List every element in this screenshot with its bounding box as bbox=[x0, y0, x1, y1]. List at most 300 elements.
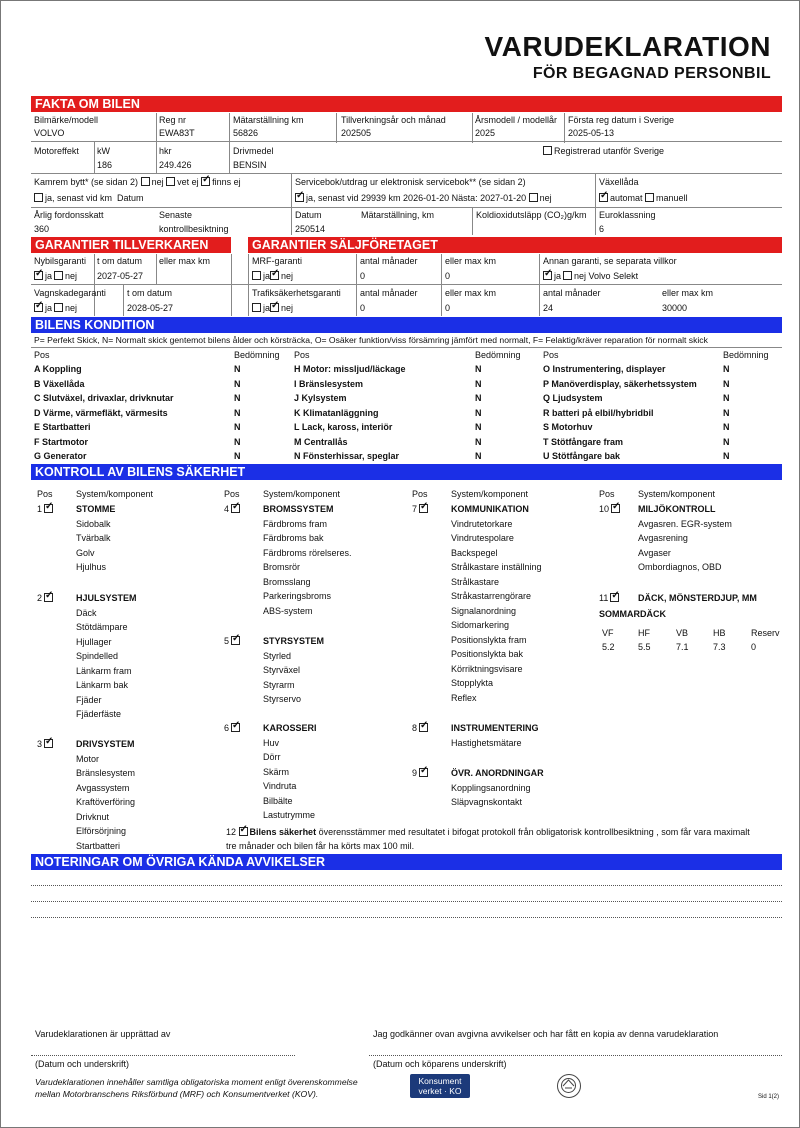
datum2-label: Datum bbox=[295, 210, 322, 220]
kamrem-ja-checkbox[interactable] bbox=[34, 193, 43, 202]
safety-group-num: 8 bbox=[412, 723, 418, 733]
group-12-num: 12 bbox=[226, 827, 237, 837]
safety-item: Hjulhus bbox=[76, 562, 107, 572]
manuell-checkbox[interactable] bbox=[645, 193, 654, 202]
tire-value: 5.2 bbox=[602, 642, 615, 652]
safety-item: Stopplykta bbox=[451, 678, 494, 688]
trafik-janej bbox=[252, 303, 293, 313]
kondition-rating[interactable]: N bbox=[234, 378, 241, 389]
kw-value: 186 bbox=[97, 160, 113, 170]
kondition-rating[interactable]: N bbox=[234, 407, 241, 418]
kondition-item: L Lack, kaross, interiör bbox=[294, 422, 393, 432]
vagn-tom-label: t om datum bbox=[127, 288, 173, 298]
group-12-text2: tre månader och bilen får ha körts max 100 mil. bbox=[226, 841, 415, 851]
automat-checkbox[interactable] bbox=[599, 193, 608, 202]
safety-item: Körriktningsvisare bbox=[451, 663, 523, 674]
forsta-value: 2025-05-13 bbox=[568, 128, 615, 138]
safety-group-checkbox[interactable] bbox=[419, 768, 428, 777]
kamrem-finnsej-checkbox[interactable] bbox=[201, 177, 210, 186]
servicebok-label: Servicebok/utdrag ur elektronisk servicebok** (se sidan 2) bbox=[295, 177, 526, 187]
kamrem-row bbox=[34, 177, 241, 187]
kondition-item: N Fönsterhissar, speglar bbox=[294, 451, 400, 461]
vagn-ja-checkbox[interactable] bbox=[34, 303, 43, 312]
arsmodell-label: Årsmodell / modellår bbox=[475, 115, 558, 125]
kondition-rating[interactable]: N bbox=[723, 436, 730, 447]
vagn-ja: ja bbox=[45, 303, 53, 313]
safety-item: Backspegel bbox=[451, 547, 498, 558]
kondition-rating[interactable]: N bbox=[723, 393, 730, 403]
servicebok-nej: nej bbox=[539, 193, 552, 203]
reg-utanfor-checkbox[interactable] bbox=[543, 146, 552, 155]
safety-item: ABS-system bbox=[263, 605, 313, 616]
group-12-checkbox[interactable] bbox=[239, 827, 248, 836]
motor-label: Motoreffekt bbox=[34, 146, 79, 156]
euro-label: Euroklassning bbox=[599, 210, 656, 220]
safety-group-checkbox[interactable] bbox=[419, 723, 428, 732]
kw-label: kW bbox=[97, 146, 110, 156]
co2-label: Koldioxidutsläpp (CO₂)g/km bbox=[476, 210, 587, 220]
safety-item: Lastutrymme bbox=[263, 810, 316, 820]
tire-value: 5.5 bbox=[638, 642, 651, 652]
kondition-item: D Värme, värmefläkt, värmesits bbox=[34, 407, 168, 418]
vaxellada-row bbox=[599, 193, 688, 203]
safety-group-num: 6 bbox=[224, 723, 230, 733]
group-12-bold: Bilens säkerhet bbox=[249, 827, 317, 837]
kondition-rating[interactable]: N bbox=[723, 451, 730, 461]
mrf-ja: ja bbox=[263, 271, 271, 281]
safety-group-checkbox[interactable] bbox=[44, 739, 53, 748]
safety-item: Ombordiagnos, OBD bbox=[638, 562, 722, 572]
kondition-item: T Stötfångare fram bbox=[543, 436, 624, 447]
kondition-rating[interactable]: N bbox=[234, 364, 241, 374]
kondition-item: G Generator bbox=[34, 451, 87, 461]
safety-item: Fjäder bbox=[76, 694, 102, 705]
mrf-nej: nej bbox=[281, 271, 294, 281]
disclaimer-line-2: mellan Motorbranschens Riksförbund (MRF) och Konsumentverket (KOV). bbox=[35, 1089, 319, 1099]
safety-item: Avgasren. EGR-system bbox=[638, 518, 732, 529]
kond-pos-2: Pos bbox=[294, 350, 310, 360]
safety-item: Länkarm fram bbox=[76, 665, 132, 676]
safety-group-title: DRIVSYSTEM bbox=[76, 739, 135, 749]
nybil-ja: ja bbox=[45, 271, 53, 281]
euro-value: 6 bbox=[599, 224, 605, 234]
tillv-value: 202505 bbox=[341, 128, 372, 138]
bilmarke-value: VOLVO bbox=[34, 128, 65, 138]
safety-group-title: KOMMUNIKATION bbox=[451, 504, 529, 514]
kondition-rating[interactable]: N bbox=[234, 436, 241, 447]
nybil-max-label: eller max km bbox=[159, 256, 211, 266]
safety-group-num: 1 bbox=[37, 504, 43, 514]
mrf-man: 0 bbox=[360, 271, 366, 281]
safety-group-checkbox[interactable] bbox=[231, 504, 240, 513]
datum2-value: 250514 bbox=[295, 224, 326, 234]
safety-item: Skärm bbox=[263, 766, 290, 777]
kondition-item: E Startbatteri bbox=[34, 422, 91, 432]
safety-item: Styrled bbox=[263, 650, 292, 661]
tire-header: HB bbox=[713, 628, 726, 638]
safety-group-header bbox=[599, 504, 622, 514]
safety-group-title: KAROSSERI bbox=[263, 723, 317, 733]
safety-item: Vindruta bbox=[263, 781, 297, 791]
trafik-ja-checkbox[interactable] bbox=[252, 303, 261, 312]
servicebok-value: ja, senast vid 29939 km 2026-01-20 Nästa: 2027-01-20 bbox=[306, 193, 527, 203]
annan-row bbox=[543, 271, 638, 281]
nybil-janej bbox=[34, 271, 77, 281]
sak-sys-2: System/komponent bbox=[263, 489, 341, 499]
trafik-km: 0 bbox=[445, 303, 451, 313]
safety-group-header bbox=[37, 504, 55, 514]
kondition-rating[interactable]: N bbox=[475, 407, 482, 418]
page-title: VARUDEKLARATION bbox=[484, 31, 771, 62]
annan-max-label: eller max km bbox=[662, 288, 714, 298]
reg-utanfor[interactable] bbox=[543, 146, 664, 156]
safety-item: Länkarm bak bbox=[76, 680, 129, 690]
safety-group-num: 3 bbox=[37, 739, 43, 749]
safety-group-title: INSTRUMENTERING bbox=[451, 723, 539, 733]
safety-item: Stötdämpare bbox=[76, 622, 128, 632]
safety-item: Vindrutetorkare bbox=[451, 518, 513, 529]
page-number: Sid 1(2) bbox=[758, 1094, 780, 1100]
annan-ja-checkbox[interactable] bbox=[543, 271, 552, 280]
kamrem-datum-label: Datum bbox=[117, 193, 144, 203]
kondition-rating[interactable]: N bbox=[475, 451, 482, 461]
senaste-label: Senaste bbox=[159, 210, 193, 220]
bilmarke-label: Bilmärke/modell bbox=[34, 115, 99, 125]
kondition-item: U Stötfångare bak bbox=[543, 451, 621, 461]
safety-item: Bromsslang bbox=[263, 576, 311, 587]
datum-underskrift: (Datum och underskrift) bbox=[35, 1059, 130, 1069]
garanti-salj-heading: GARANTIER SÄLJFÖRETAGET bbox=[248, 237, 782, 253]
vagn-nej-checkbox[interactable] bbox=[54, 303, 63, 312]
noteringar-heading: NOTERINGAR OM ÖVRIGA KÄNDA AVVIKELSER bbox=[31, 854, 782, 870]
nybil-nej: nej bbox=[65, 271, 78, 281]
safety-item: Bilbälte bbox=[263, 795, 293, 806]
tire-header: VF bbox=[602, 628, 614, 638]
kondition-rating[interactable]: N bbox=[475, 364, 482, 374]
safety-item: Färdbroms rörelseres. bbox=[263, 547, 352, 558]
buyer-signature-line[interactable] bbox=[369, 1055, 782, 1056]
note-line-3[interactable] bbox=[31, 917, 782, 918]
safety-group-num: 10 bbox=[599, 504, 610, 514]
kondition-rating[interactable]: N bbox=[475, 393, 482, 403]
kondition-item: C Slutväxel, drivaxlar, drivknutar bbox=[34, 393, 174, 403]
kondition-rating[interactable]: N bbox=[234, 393, 241, 403]
safety-item: Spindelled bbox=[76, 651, 119, 661]
sak-pos-4: Pos bbox=[599, 489, 615, 499]
sak-pos-3: Pos bbox=[412, 489, 428, 499]
konsumentverket-logo bbox=[410, 1074, 470, 1098]
kondition-item: K Klimatanläggning bbox=[294, 407, 379, 418]
safety-item: Hjullager bbox=[76, 636, 112, 647]
safety-item: Startbatteri bbox=[76, 840, 121, 851]
kondition-item: Q Ljudsystem bbox=[543, 393, 603, 403]
kondition-item: I Bränslesystem bbox=[294, 378, 364, 389]
vagn-date: 2028-05-27 bbox=[127, 303, 174, 313]
kondition-item: R batteri på elbil/hybridbil bbox=[543, 407, 654, 418]
safety-group-checkbox[interactable] bbox=[44, 504, 53, 513]
trafik-nej-checkbox[interactable] bbox=[270, 303, 279, 312]
tire-value: 0 bbox=[751, 642, 757, 652]
kondition-rating[interactable]: N bbox=[723, 378, 730, 389]
regnr-label: Reg nr bbox=[159, 115, 187, 125]
vagn-janej bbox=[34, 303, 77, 313]
kondition-item: H Motor: missljud/läckage bbox=[294, 364, 406, 374]
kondition-item: M Centrallås bbox=[294, 436, 348, 447]
safety-group-title: MILJÖKONTROLL bbox=[638, 504, 716, 514]
skatt-label: Årlig fordonsskatt bbox=[34, 210, 104, 220]
kamrem-vetej-checkbox[interactable] bbox=[166, 177, 175, 186]
annan-km: 30000 bbox=[662, 303, 688, 313]
safety-item: Fjäderfäste bbox=[76, 709, 122, 719]
sommardack-label: SOMMARDÄCK bbox=[599, 609, 666, 619]
mrf-janej bbox=[252, 271, 293, 281]
safety-group-num: 5 bbox=[224, 636, 230, 646]
safety-item: Reflex bbox=[451, 692, 477, 703]
safety-group-header bbox=[224, 723, 242, 733]
nybil-tom-label: t om datum bbox=[97, 256, 143, 266]
annan-antal-label: antal månader bbox=[543, 288, 601, 298]
sak-pos-1: Pos bbox=[37, 489, 53, 499]
safety-item: Strålkastare bbox=[451, 576, 500, 587]
trafik-nej: nej bbox=[281, 303, 294, 313]
safety-item: Hastighetsmätare bbox=[451, 737, 522, 748]
note-line-2[interactable] bbox=[31, 901, 782, 902]
tillv-label: Tillverkningsår och månad bbox=[341, 115, 446, 125]
kamrem-ja-label: ja, senast vid km bbox=[45, 193, 113, 203]
safety-group-checkbox[interactable] bbox=[419, 504, 428, 513]
safety-group-num: 4 bbox=[224, 504, 230, 514]
matar-value: 56826 bbox=[233, 128, 259, 138]
annan-nej: nej bbox=[574, 271, 587, 281]
safety-item: Vindrutespolare bbox=[451, 533, 514, 543]
kamrem-finnsej: finns ej bbox=[212, 177, 241, 187]
garanti-till-heading: GARANTIER TILLVERKAREN bbox=[31, 237, 231, 253]
annan-man: 24 bbox=[543, 303, 554, 313]
nybil-nej-checkbox[interactable] bbox=[54, 271, 63, 280]
safety-group-header bbox=[37, 739, 55, 749]
safety-item: Bromsrör bbox=[263, 562, 301, 572]
vaxellada-label: Växellåda bbox=[599, 177, 639, 187]
safety-item: Färdbroms fram bbox=[263, 518, 328, 529]
kamrem-label: Kamrem bytt* (se sidan 2) bbox=[34, 177, 139, 187]
kamrem-nej: nej bbox=[151, 177, 164, 187]
servicebok-row bbox=[295, 193, 552, 203]
mrf-label: MRF-garanti bbox=[252, 256, 303, 266]
group-12-row bbox=[226, 827, 750, 837]
safety-item: Färdbroms bak bbox=[263, 533, 324, 543]
annan-ja: ja bbox=[554, 271, 562, 281]
logo-line-2: verket · KO bbox=[418, 1086, 462, 1096]
safety-item: Avgaser bbox=[638, 547, 671, 558]
kondition-item: P Manöverdisplay, säkerhetssystem bbox=[543, 378, 697, 389]
safety-group-checkbox[interactable] bbox=[231, 723, 240, 732]
servicebok-nej-checkbox[interactable] bbox=[529, 193, 538, 202]
forsta-label: Första reg datum i Sverige bbox=[568, 115, 675, 125]
kamrem-ja-row bbox=[34, 193, 144, 203]
safety-item: Strålkastare inställning bbox=[451, 562, 542, 572]
reg-utanfor-label: Registrerad utanför Sverige bbox=[554, 146, 665, 156]
safety-item: Avgassystem bbox=[76, 782, 130, 793]
tire-header: HF bbox=[638, 628, 650, 638]
kondition-heading: BILENS KONDITION bbox=[31, 317, 782, 333]
group-12-text: överensstämmer med resultatet i bifogat protokoll från obligatorisk kontrollbesiktning , som får vara maximalt bbox=[316, 827, 750, 837]
kondition-rating[interactable]: N bbox=[234, 422, 241, 432]
kontroll-label: kontrollbesiktning bbox=[159, 224, 229, 234]
safety-group-num: 11 bbox=[599, 593, 609, 603]
kondition-rating[interactable]: N bbox=[723, 364, 730, 374]
mrf-seal-icon bbox=[557, 1074, 581, 1098]
safety-group-title: BROMSSYSTEM bbox=[263, 504, 334, 514]
safety-item: Golv bbox=[76, 547, 95, 558]
safety-item: Styrväxel bbox=[263, 665, 301, 675]
kond-pos-3: Pos bbox=[543, 350, 559, 360]
kondition-item: O Instrumentering, displayer bbox=[543, 364, 666, 374]
safety-item: Huv bbox=[263, 737, 280, 748]
kamrem-nej-checkbox[interactable] bbox=[141, 177, 150, 186]
kondition-rating[interactable]: N bbox=[723, 422, 730, 432]
kondition-rating[interactable]: N bbox=[723, 407, 730, 418]
trafik-man: 0 bbox=[360, 303, 366, 313]
mrf-antal-label: antal månader bbox=[360, 256, 418, 266]
kond-pos-1: Pos bbox=[34, 350, 50, 360]
mrf-km: 0 bbox=[445, 271, 451, 281]
tire-value: 7.1 bbox=[676, 642, 689, 652]
kondition-item: J Kylsystem bbox=[294, 393, 347, 403]
safety-group-checkbox[interactable] bbox=[610, 593, 619, 602]
safety-group-header bbox=[37, 593, 55, 603]
safety-group-header bbox=[412, 723, 430, 733]
hkr-label: hkr bbox=[159, 146, 172, 156]
kondition-rating[interactable]: N bbox=[234, 451, 241, 461]
kondition-item: F Startmotor bbox=[34, 436, 88, 447]
tire-header: Reserv bbox=[751, 628, 780, 638]
sak-sys-1: System/komponent bbox=[76, 489, 154, 499]
note-line-1[interactable] bbox=[31, 885, 782, 886]
manuell-label: manuell bbox=[656, 193, 688, 203]
kondition-item: A Koppling bbox=[34, 364, 82, 374]
trafik-max-label: eller max km bbox=[445, 288, 497, 298]
nybil-label: Nybilsgaranti bbox=[34, 256, 87, 266]
safety-item: Drivknut bbox=[76, 811, 110, 822]
safety-item: Styrservo bbox=[263, 694, 302, 704]
safety-item: Parkeringsbroms bbox=[263, 591, 332, 601]
mrf-ja-checkbox[interactable] bbox=[252, 271, 261, 280]
safety-group-checkbox[interactable] bbox=[611, 504, 620, 513]
arsmodell-value: 2025 bbox=[475, 128, 496, 138]
matar2-label: Mätarställning, km bbox=[361, 210, 435, 220]
safety-item: Positionslykta bak bbox=[451, 649, 524, 659]
vagn-nej: nej bbox=[65, 303, 78, 313]
safety-group-title: STYRSYSTEM bbox=[263, 636, 325, 646]
safety-item: Dörr bbox=[263, 752, 281, 762]
fakta-heading: FAKTA OM BILEN bbox=[31, 96, 782, 112]
trafik-label: Trafiksäkerhetsgaranti bbox=[252, 288, 341, 298]
sak-sys-4: System/komponent bbox=[638, 489, 716, 499]
safety-item: Kopplingsanordning bbox=[451, 782, 531, 793]
safety-group-header bbox=[224, 636, 242, 646]
kondition-rating[interactable]: N bbox=[475, 422, 482, 432]
safety-group-num: 7 bbox=[412, 504, 418, 514]
safety-group-title: ÖVR. ANORDNINGAR bbox=[451, 768, 544, 778]
safety-group-num: 9 bbox=[412, 768, 418, 778]
annan-label: Annan garanti, se separata villkor bbox=[543, 256, 677, 266]
safety-group-title: STOMME bbox=[76, 504, 116, 514]
sak-pos-2: Pos bbox=[224, 489, 240, 499]
kondition-rating[interactable]: N bbox=[475, 436, 482, 447]
disclaimer-line-1: Varudeklarationen innehåller samtliga obligatoriska moment enligt överenskommelse bbox=[35, 1077, 358, 1087]
automat-label: automat bbox=[610, 193, 643, 203]
driv-label: Drivmedel bbox=[233, 146, 274, 156]
safety-group-header bbox=[224, 504, 242, 514]
annan-value: Volvo Selekt bbox=[588, 271, 639, 281]
kond-bed-3: Bedömning bbox=[723, 350, 769, 360]
safety-item: Signalanordning bbox=[451, 605, 517, 616]
safety-item: Kraftöverföring bbox=[76, 797, 136, 807]
mrf-nej-checkbox[interactable] bbox=[270, 271, 279, 280]
safety-item: Släpvagnskontakt bbox=[451, 797, 523, 807]
logo-line-1: Konsument bbox=[418, 1076, 462, 1086]
kamrem-vetej: vet ej bbox=[177, 177, 199, 187]
matar-label: Mätarställning km bbox=[233, 115, 304, 125]
tire-header: VB bbox=[676, 628, 689, 638]
safety-item: Bränslesystem bbox=[76, 768, 136, 778]
nybil-date: 2027-05-27 bbox=[97, 271, 144, 281]
safety-item: Sidomarkering bbox=[451, 620, 510, 630]
safety-item: Däck bbox=[76, 607, 97, 618]
safety-item: Styrarm bbox=[263, 679, 295, 690]
safety-item: Stråkastarrengörare bbox=[451, 591, 532, 601]
safety-group-title: DÄCK, MÖNSTERDJUP, MM bbox=[638, 593, 757, 603]
trafik-antal-label: antal månader bbox=[360, 288, 418, 298]
safety-item: Sidobalk bbox=[76, 518, 111, 529]
safety-group-header bbox=[412, 504, 430, 514]
safety-item: Avgasrening bbox=[638, 533, 688, 543]
safety-item: Positionslykta fram bbox=[451, 634, 527, 645]
nybil-ja-checkbox[interactable] bbox=[34, 271, 43, 280]
annan-nej-checkbox[interactable] bbox=[563, 271, 572, 280]
seller-signature-line[interactable] bbox=[31, 1055, 295, 1056]
upprattad-label: Varudeklarationen är upprättad av bbox=[35, 1029, 171, 1039]
godkanner-label: Jag godkänner ovan avgivna avvikelser och har fått en kopia av denna varudeklaration bbox=[373, 1029, 719, 1039]
safety-group-num: 2 bbox=[37, 593, 43, 603]
safety-group-checkbox[interactable] bbox=[231, 636, 240, 645]
safety-item: Motor bbox=[76, 753, 100, 764]
safety-group-header bbox=[412, 768, 430, 778]
sak-sys-3: System/komponent bbox=[451, 489, 529, 499]
safety-item: Elförsörjning bbox=[76, 826, 127, 836]
kondition-rating[interactable]: N bbox=[475, 378, 482, 389]
trafik-ja: ja bbox=[263, 303, 271, 313]
safety-item: Tvärbalk bbox=[76, 533, 111, 543]
kond-bed-1: Bedömning bbox=[234, 350, 280, 360]
hkr-value: 249.426 bbox=[159, 160, 192, 170]
regnr-value: EWA83T bbox=[159, 128, 195, 138]
driv-value: BENSIN bbox=[233, 160, 267, 170]
kondition-legend: P= Perfekt Skick, N= Normalt skick gentemot bilens ålder och körsträcka, O= Osäker funktion/viss försämring jämfört med normalt, F= Felaktig/kräver reparation för normalt skick bbox=[34, 335, 708, 345]
skatt-value: 360 bbox=[34, 224, 50, 234]
mrf-max-label: eller max km bbox=[445, 256, 497, 266]
sakerhet-heading: KONTROLL AV BILENS SÄKERHET bbox=[31, 464, 782, 480]
servicebok-ja-checkbox[interactable] bbox=[295, 193, 304, 202]
safety-group-title: HJULSYSTEM bbox=[76, 593, 137, 603]
safety-group-checkbox[interactable] bbox=[44, 593, 53, 602]
kondition-item: B Växellåda bbox=[34, 378, 85, 389]
datum-kopare: (Datum och köparens underskrift) bbox=[373, 1059, 507, 1069]
kond-bed-2: Bedömning bbox=[475, 350, 521, 360]
safety-group-header bbox=[599, 593, 621, 603]
kondition-item: S Motorhuv bbox=[543, 422, 593, 432]
tire-value: 7.3 bbox=[713, 642, 726, 652]
